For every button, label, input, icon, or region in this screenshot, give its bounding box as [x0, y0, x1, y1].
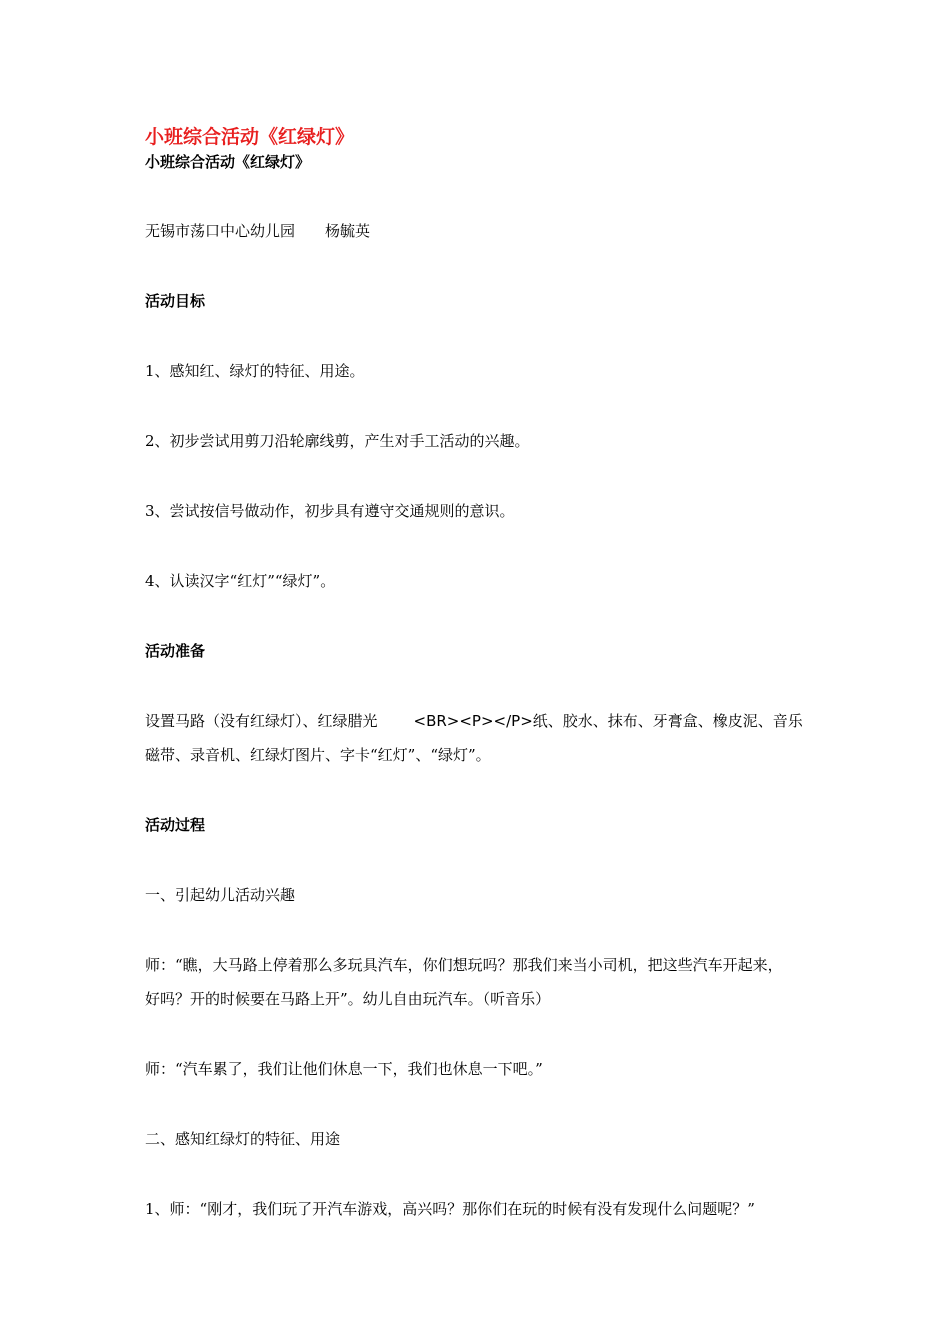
goal-item-1: 1、感知红、绿灯的特征、用途。	[145, 362, 365, 380]
goal-item-4: 4、认读汉字“红灯”“绿灯”。	[145, 572, 336, 590]
step-2-paragraph-1: 1、师：“刚才，我们玩了开汽车游戏，高兴吗？那你们在玩的时候有没有发现什么问题呢？”	[145, 1200, 755, 1218]
author-name: 杨毓英	[325, 222, 371, 240]
goal-item-3: 3、尝试按信号做动作，初步具有遵守交通规则的意识。	[145, 502, 515, 520]
prep-line-1	[145, 710, 815, 732]
step-1-paragraph-2: 师：“汽车累了，我们让他们休息一下，我们也休息一下吧。”	[145, 1060, 543, 1078]
prep-text-b: <BR><P></P>纸、胶水、抹布、牙膏盒、橡皮泥、音乐	[413, 712, 803, 730]
author-line	[145, 220, 815, 242]
step-1-p1-line-2: 好吗？开的时候要在马路上开”。幼儿自由玩汽车。（听音乐）	[145, 990, 551, 1008]
prep-paragraph	[145, 710, 815, 766]
prep-heading: 活动准备	[145, 642, 206, 660]
document-content	[145, 124, 815, 1220]
goals-heading: 活动目标	[145, 292, 206, 310]
step-1-paragraph-1	[145, 954, 815, 1010]
document-title-red: 小班综合活动《红绿灯》	[145, 126, 355, 148]
prep-line-2: 磁带、录音机、红绿灯图片、字卡“红灯”、“绿灯”。	[145, 746, 491, 764]
step-1-title: 一、引起幼儿活动兴趣	[145, 886, 296, 904]
document-title: 小班综合活动《红绿灯》	[145, 153, 311, 171]
process-heading: 活动过程	[145, 816, 206, 834]
step-2-title: 二、感知红绿灯的特征、用途	[145, 1130, 341, 1148]
step-1-p1-line-1: 师：“瞧，大马路上停着那么多玩具汽车，你们想玩吗？那我们来当小司机，把这些汽车开起来，	[145, 956, 783, 974]
author-org: 无锡市荡口中心幼儿园	[145, 222, 296, 240]
prep-text-a: 设置马路（没有红绿灯）、红绿腊光	[145, 712, 378, 730]
goal-item-2: 2、初步尝试用剪刀沿轮廓线剪，产生对手工活动的兴趣。	[145, 432, 530, 450]
